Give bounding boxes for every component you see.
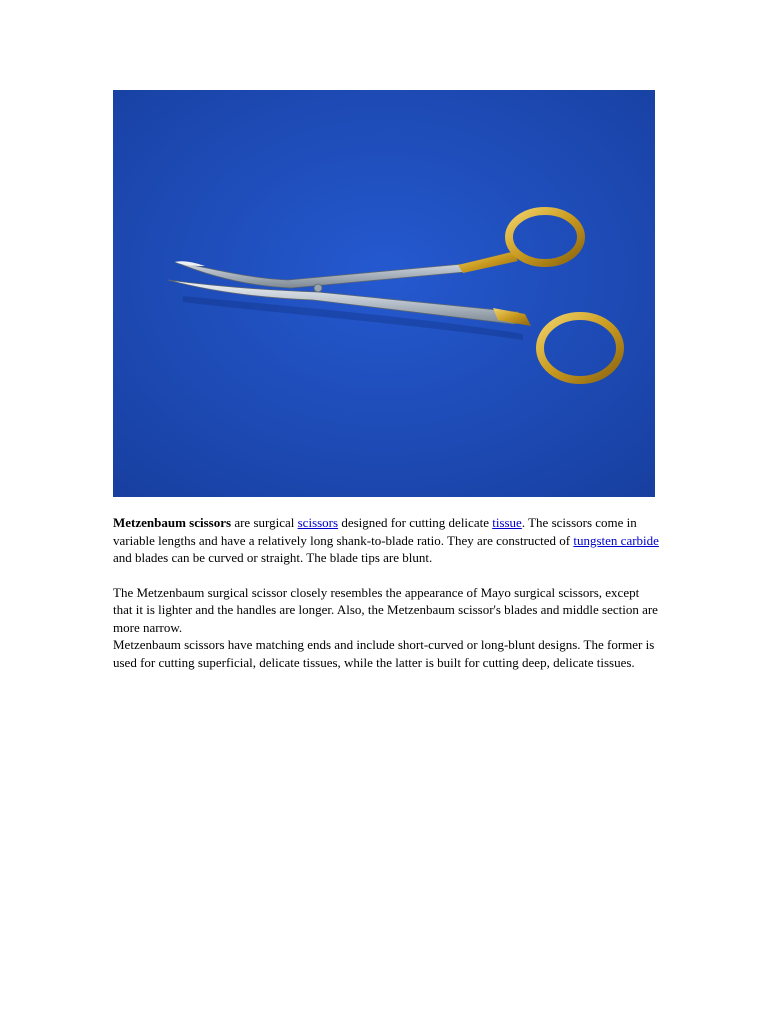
paragraph-1-text-a: are surgical: [231, 515, 298, 530]
link-tungsten-carbide[interactable]: tungsten carbide: [573, 532, 659, 548]
link-tissue[interactable]: tissue: [492, 515, 522, 530]
scissors-image: [113, 90, 655, 497]
article-text: [113, 514, 661, 671]
paragraph-3: Metzenbaum scissors have matching ends and include short-curved or long-blunt designs. The former is used for cutting superficial, delicate tissues, while the latter is built for cutting deep, delicate tissues.: [113, 637, 655, 670]
paragraph-1-text-c: . The scissors come in variable lengths and have a relatively long shank-to-blade ratio. They are constructed of: [113, 515, 637, 548]
paragraph-1-text-b: designed for cutting delicate: [338, 515, 493, 530]
photo-background: [113, 90, 655, 497]
pivot-screw: [314, 284, 322, 292]
scissors-photo: [113, 90, 655, 497]
paragraph-1-text-d: and blades can be curved or straight. The blade tips are blunt.: [113, 550, 433, 565]
term-bold: Metzenbaum scissors: [113, 515, 232, 530]
paragraph-1: [113, 514, 661, 567]
link-scissors[interactable]: scissors: [297, 515, 339, 530]
paragraph-2: The Metzenbaum surgical scissor closely resembles the appearance of Mayo surgical scissors, except that it is lighter and the handles are longer. Also, the Metzenbaum scissor's blades and middle section are more narrow.: [113, 584, 658, 635]
